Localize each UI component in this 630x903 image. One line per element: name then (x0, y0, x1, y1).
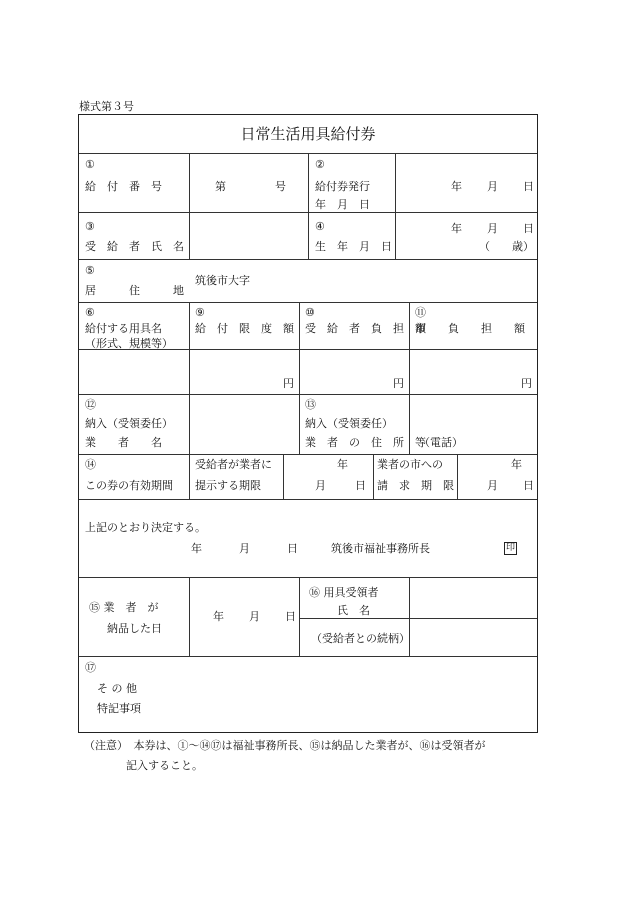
voucher-number-prefix: 第 (215, 180, 226, 193)
section-10-label: 受 給 者 負 担 額 (305, 322, 426, 335)
seal-mark (504, 541, 517, 555)
section-14-label: この券の有効期間 (85, 479, 173, 492)
section-15-label-line1: ⑮ 業 者 が (89, 601, 159, 614)
delivery-year-label: 年 (213, 610, 224, 623)
limit-amount-unit: 円 (283, 377, 294, 390)
decision-month-label: 月 (239, 542, 250, 555)
section-3-label: 受 給 者 氏 名 (85, 240, 184, 253)
section-1-label: 給 付 番 号 (85, 180, 162, 193)
voucher-number-suffix: 号 (275, 180, 286, 193)
city-burden-unit: 円 (521, 377, 532, 390)
section-13-label-line1: 納入（受領委任） (305, 417, 393, 430)
section-6-number: ⑥ (85, 306, 95, 319)
delivery-day-label: 日 (285, 610, 296, 623)
section-15-label-line2: 納品した日 (107, 622, 162, 635)
section-17-label-line2: 特記事項 (97, 702, 141, 715)
birth-month-label: 月 (487, 222, 498, 235)
delivery-month-label: 月 (249, 610, 260, 623)
section-5-number: ⑤ (85, 264, 95, 277)
section-17-label-line1: そ の 他 (97, 682, 137, 695)
relation-to-recipient-label: （受給者との続柄） (311, 632, 410, 645)
section-16-label-line2: 氏 名 (337, 604, 370, 617)
note-line-1: （注意） 本券は、①～⑭⑰は福祉事務所長、⑮は納品した業者が、⑯は受領者が (84, 739, 486, 752)
claim-day-label: 日 (523, 479, 534, 492)
birth-year-label: 年 (451, 222, 462, 235)
section-12-label-line2: 業 者 名 (85, 436, 162, 449)
decision-statement: 上記のとおり決定する。 (85, 521, 206, 534)
phone-label: （電話） (419, 436, 463, 449)
section-5-label: 居 住 地 (85, 284, 184, 297)
present-deadline-label-line2: 提示する期限 (195, 479, 261, 492)
present-deadline-label-line1: 受給者が業者に (195, 458, 272, 471)
age-label: （ 歳） (479, 240, 534, 253)
decision-day-label: 日 (287, 542, 298, 555)
present-year-label: 年 (337, 458, 348, 471)
section-9-number: ⑨ (195, 306, 205, 319)
section-12-label-line1: 納入（受領委任） (85, 417, 173, 430)
section-13-number: ⑬ (305, 398, 316, 411)
section-16-label-line1: ⑯ 用具受領者 (309, 586, 379, 599)
issue-year-label: 年 (451, 180, 462, 193)
issue-month-label: 月 (487, 180, 498, 193)
claim-deadline-label-line2: 請 求 期 限 (377, 479, 454, 492)
residence-value: 筑後市大字 (195, 274, 250, 287)
present-month-label: 月 (315, 479, 326, 492)
section-2-number: ② (315, 158, 325, 171)
section-9-label: 給 付 限 度 額 (195, 322, 294, 335)
recipient-burden-unit: 円 (393, 377, 404, 390)
welfare-office-director: 筑後市福祉事務所長 (331, 542, 430, 555)
issue-day-label: 日 (523, 180, 534, 193)
birth-day-label: 日 (523, 222, 534, 235)
form-title: 日常生活用具給付券 (240, 125, 376, 143)
section-14-number: ⑭ (85, 458, 96, 471)
section-4-number: ④ (315, 220, 325, 233)
section-3-number: ③ (85, 220, 95, 233)
section-2-label-line2: 年 月 日 (315, 198, 370, 211)
section-13-label-line2: 業 者 の 住 所 等 (305, 436, 426, 449)
section-2-label-line1: 給付券発行 (315, 180, 370, 193)
section-10-number: ⑩ (305, 306, 315, 319)
section-6-label-line1: 給付する用具名 (85, 322, 162, 335)
claim-deadline-label-line1: 業者の市への (377, 458, 443, 471)
form-number-label: 様式第３号 (79, 100, 134, 113)
section-6-label-line2: （形式、規模等） (85, 337, 173, 350)
decision-year-label: 年 (191, 542, 202, 555)
section-1-number: ① (85, 158, 95, 171)
present-day-label: 日 (355, 479, 366, 492)
benefit-voucher-form (78, 114, 538, 733)
section-12-number: ⑫ (85, 398, 96, 411)
section-11-number: ⑪ (415, 306, 426, 319)
section-17-number: ⑰ (85, 661, 96, 674)
note-line-2: 記入すること。 (126, 759, 203, 772)
section-4-label: 生 年 月 日 (315, 240, 392, 253)
seal-icon: 印 (505, 543, 515, 553)
claim-year-label: 年 (511, 458, 522, 471)
claim-month-label: 月 (487, 479, 498, 492)
section-11-label: 市 負 担 額 (415, 322, 525, 335)
